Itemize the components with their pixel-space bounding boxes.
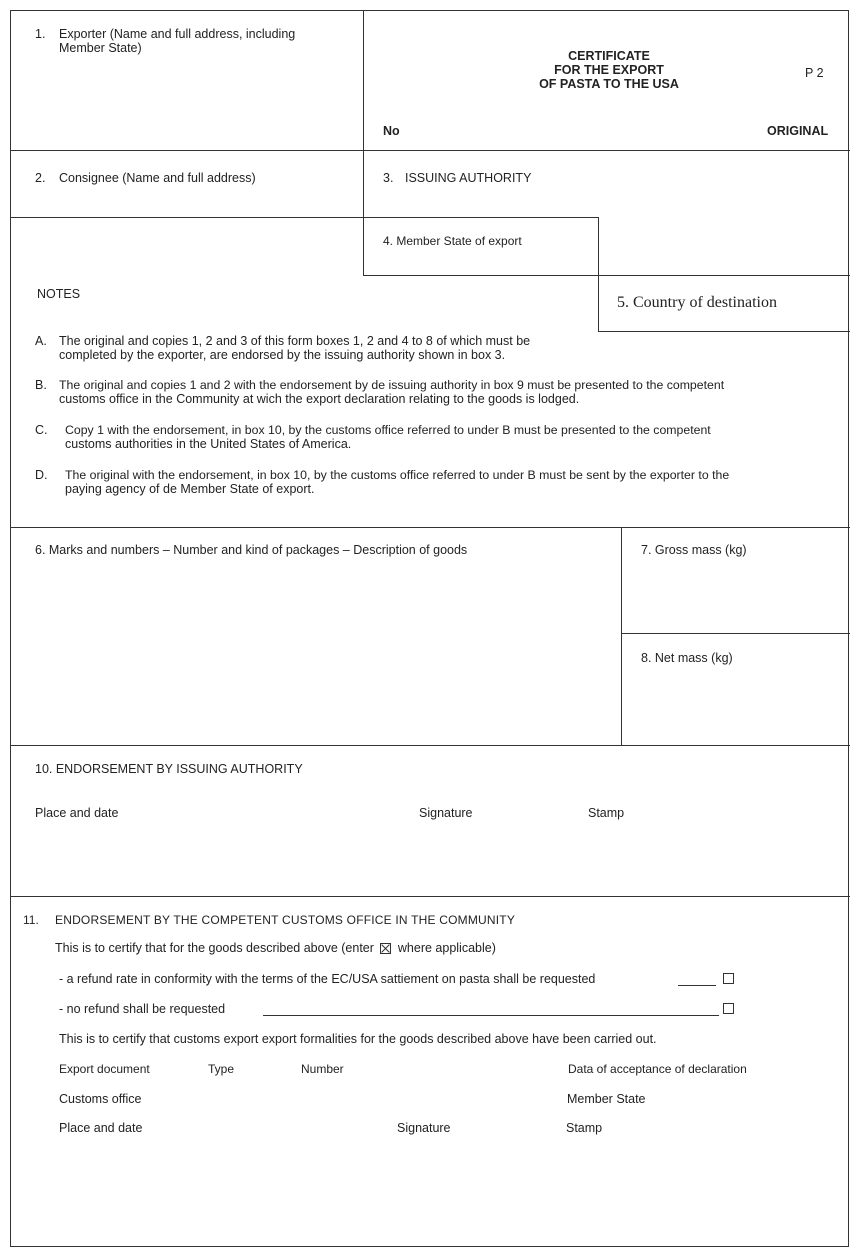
line-below-box5 xyxy=(598,331,850,332)
line-below-box4 xyxy=(363,275,599,276)
box11-no-refund-option: - no refund shall be requested xyxy=(59,1002,226,1016)
box11-number-label: Number xyxy=(301,1062,344,1076)
box11-acceptance-date: Data of acceptance of declaration xyxy=(568,1062,747,1076)
box8-label: 8. Net mass (kg) xyxy=(641,651,733,665)
box11-number: 11. xyxy=(23,913,39,927)
line-below-box1 xyxy=(11,150,850,151)
box1-number: 1. xyxy=(35,27,46,41)
certificate-title-line2: FOR THE EXPORT xyxy=(554,63,664,77)
box6-right-line xyxy=(621,527,622,745)
line-above-box4 xyxy=(363,217,599,218)
box4-label: 4. Member State of export xyxy=(383,234,522,248)
box2-number: 2. xyxy=(35,171,46,185)
note-a-text-line2: completed by the exporter, are endorsed by the issuing authority shown in box 3. xyxy=(59,348,506,362)
box6-label: 6. Marks and numbers – Number and kind of packages – Description of goods xyxy=(35,543,468,557)
note-a-letter: A. xyxy=(35,334,47,348)
box11-place-date: Place and date xyxy=(59,1121,143,1135)
line-between-box7-box8 xyxy=(621,633,850,634)
box10-place-date: Place and date xyxy=(35,806,119,820)
refund-option-underline xyxy=(678,985,716,986)
box11-formalities: This is to certify that customs export export formalities for the goods described above have been carried out. xyxy=(59,1032,657,1046)
line-above-box5 xyxy=(598,275,850,276)
note-d-text-line2: paying agency of de Member State of export. xyxy=(65,482,315,496)
note-d-letter: D. xyxy=(35,468,48,482)
line-above-box11 xyxy=(11,896,850,897)
box3-number: 3. xyxy=(383,171,394,185)
line-below-box2 xyxy=(11,217,364,218)
box1-label-line2: Member State) xyxy=(59,41,142,55)
note-b-text-line2: customs office in the Community at wich the export declaration relating to the goods is lodged. xyxy=(59,392,580,406)
notes-heading: NOTES xyxy=(37,287,81,301)
export-certificate-form xyxy=(10,10,849,1247)
box10-label: 10. ENDORSEMENT BY ISSUING AUTHORITY xyxy=(35,762,303,776)
note-c-letter: C. xyxy=(35,423,48,437)
line-above-box10 xyxy=(11,745,850,746)
box11-signature: Signature xyxy=(397,1121,451,1135)
box11-certify-line xyxy=(55,941,496,955)
note-a-text-line1: The original and copies 1, 2 and 3 of this form boxes 1, 2 and 4 to 8 of which must be xyxy=(59,334,531,348)
box11-label: ENDORSEMENT BY THE COMPETENT CUSTOMS OFFICE IN THE COMMUNITY xyxy=(55,913,516,927)
box1-label: Exporter (Name and full address, including xyxy=(59,27,296,41)
line-above-box6 xyxy=(11,527,850,528)
box11-customs-office: Customs office xyxy=(59,1092,142,1106)
box11-refund-option: - a refund rate in conformity with the terms of the EC/USA sattiement on pasta shall be requested xyxy=(59,972,596,986)
box11-certify-post: where applicable) xyxy=(397,941,496,955)
box11-stamp: Stamp xyxy=(566,1121,603,1135)
box11-type: Type xyxy=(208,1062,235,1076)
box7-label: 7. Gross mass (kg) xyxy=(641,543,747,557)
crossed-checkbox-icon xyxy=(380,943,391,954)
box11-export-document: Export document xyxy=(59,1062,150,1076)
certificate-title-line1: CERTIFICATE xyxy=(568,49,650,63)
note-b-letter: B. xyxy=(35,378,47,392)
no-refund-checkbox[interactable] xyxy=(723,1003,734,1014)
certificate-number-label: No xyxy=(383,124,400,138)
certificate-title-line3: OF PASTA TO THE USA xyxy=(539,77,679,91)
note-c-text-line2: customs authorities in the United States of America. xyxy=(65,437,352,451)
note-d-text-line1: The original with the endorsement, in box 10, by the customs office referred to under B must be sent by the exporter to the xyxy=(65,468,730,482)
box2-label: Consignee (Name and full address) xyxy=(59,171,256,185)
box5-label: 5. Country of destination xyxy=(617,294,777,311)
original-label: ORIGINAL xyxy=(767,124,829,138)
box10-signature: Signature xyxy=(419,806,473,820)
refund-requested-checkbox[interactable] xyxy=(723,973,734,984)
no-refund-underline xyxy=(263,1015,719,1016)
page-mark: P 2 xyxy=(805,66,824,80)
note-c-text-line1: Copy 1 with the endorsement, in box 10, by the customs office referred to under B must be presented to the competent xyxy=(65,423,711,437)
note-b-text-line1: The original and copies 1 and 2 with the endorsement by de issuing authority in box 9 must be presented to the competent xyxy=(59,378,725,392)
box11-member-state: Member State xyxy=(567,1092,646,1106)
header-divider xyxy=(363,11,364,275)
box3-label: ISSUING AUTHORITY xyxy=(405,171,532,185)
box10-stamp: Stamp xyxy=(588,806,625,820)
box11-certify-pre: This is to certify that for the goods described above (enter xyxy=(55,941,374,955)
